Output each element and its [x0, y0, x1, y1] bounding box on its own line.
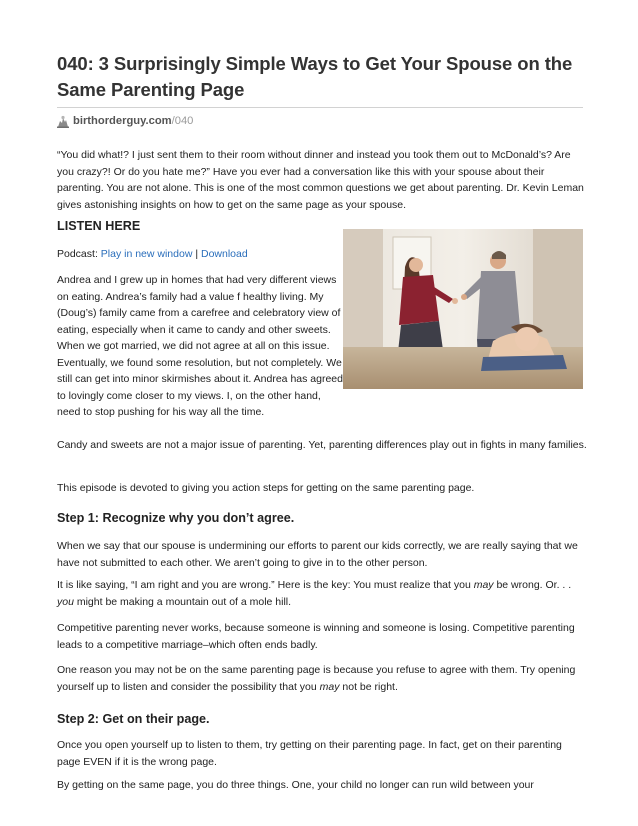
podcast-line: [57, 246, 337, 263]
download-link[interactable]: Download: [201, 248, 248, 260]
body-paragraph-2: Candy and sweets are not a major issue of parenting. Yet, parenting differences play out in fights in many families.: [57, 439, 587, 451]
step-1-heading: Step 1: Recognize why you don’t agree.: [57, 511, 295, 525]
step-2-paragraph-2: By getting on the same page, you do three things. One, your child no longer can run wild between your: [57, 779, 534, 791]
link-separator: |: [195, 248, 199, 260]
body-paragraph-1: Andrea and I grew up in homes that had very different views on eating. Andrea’s family had a value f healthy living. My (Doug’s) family came from a carefree and celebratory view of eating, especially when it came to candy and other sweets. When we got married, we did not agree at all on this issue. Eventually, we found some resolution, but not completely. We still can get into minor skirmishes about it. Andrea has agreed to lovingly come closer to my views. I, on the other hand, need to stop pushing for his way all the time.: [57, 274, 343, 418]
step-2-heading: Step 2: Get on their page.: [57, 712, 210, 726]
source-line: [57, 114, 193, 128]
step-1-paragraph-1: When we say that our spouse is undermining our efforts to parent our kids correctly, we are really saying that we have not submitted to each other. We aren’t going to give in to the other person.: [57, 540, 578, 569]
source-site-link[interactable]: birthorderguy.com/040: [73, 115, 194, 127]
podcast-label: Podcast:: [57, 248, 98, 260]
intro-paragraph: “You did what!? I just sent them to their room without dinner and instead you took them out to McDonald’s? Are you crazy?! Or do you hate me?” Have you ever had a conversation like this with your spouse about their parenting. You are not alone. This is one of the most common questions we get about parenting. Dr. Kevin Leman gives astonishing insights on how to get on the same page as your spouse.: [57, 149, 584, 211]
step-2-paragraph-1: Once you open yourself up to listen to them, try getting on their parenting page. In fact, get on their parenting page EVEN if it is the wrong page.: [57, 739, 562, 768]
step-1-paragraph-4: One reason you may not be on the same parenting page is because you refuse to agree with them. Try opening yourself up to listen and consider the possibility that you may not be right.: [57, 664, 576, 693]
listen-heading: LISTEN HERE: [57, 219, 141, 233]
step-1-paragraph-2: It is like saying, “I am right and you are wrong.” Here is the key: You must realize that you may be wrong. Or. . . you might be making a mountain out of a mole hill.: [57, 579, 572, 608]
article-photo: [343, 229, 583, 389]
body-paragraph-3: This episode is devoted to giving you action steps for getting on the same parenting page.: [57, 482, 475, 494]
page-title: 040: 3 Surprisingly Simple Ways to Get Your Spouse on the Same Parenting Page: [57, 53, 573, 100]
site-logo-icon: [57, 115, 69, 128]
play-in-new-window-link[interactable]: Play in new window: [100, 248, 193, 260]
title-divider: [57, 107, 583, 108]
step-1-paragraph-3: Competitive parenting never works, because someone is winning and someone is losing. Competitive parenting leads to a competitive marriage–which often ends badly.: [57, 622, 575, 651]
